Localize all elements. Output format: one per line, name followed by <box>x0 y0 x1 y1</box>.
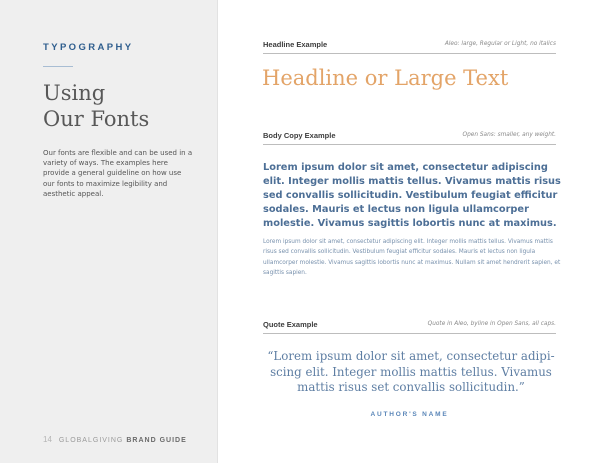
intro-text: Our fonts are flexible and can be used in a variety of ways. The examples here provide a general guideline on how use our fonts to maximize legibility and aesthetic appeal. <box>43 149 193 198</box>
divider <box>43 66 73 67</box>
quote-example-title: Quote Example <box>263 320 318 329</box>
headline-example-title: Headline Example <box>263 40 328 49</box>
quote-example-note: Quote in Aleo, byline in Open Sans, all caps. <box>427 321 556 327</box>
section-label: TYPOGRAPHY <box>43 42 134 53</box>
body-copy-example-title: Body Copy Example <box>263 131 336 140</box>
quote-sample: “Lorem ipsum dolor sit amet, consectetur adipi-scing elit. Integer mollis mattis tellus. Vivamus mattis risus set convallis sollicitudin.” <box>267 349 555 394</box>
page-title-line-2: Our Fonts <box>43 107 150 131</box>
quote-example-header <box>263 320 556 334</box>
body-copy-small-sample: Lorem ipsum dolor sit amet, consectetur adipiscing elit. Integer mollis mattis tellus. Vivamus mattis risus sed convallis sollicitudin. Vestibulum feugiat efficitur sodales. Mauris et lectus non ligula ullamcorper molestie. Vivamus sagittis lobortis nunc at maximus. Nullam sit amet hendrerit sapien, et sagittis sapien. <box>263 239 561 277</box>
headline-sample: Headline or Large Text <box>262 66 509 90</box>
body-copy-large-sample: Lorem ipsum dolor sit amet, consectetur adipiscing elit. Integer mollis mattis tellus. Vivamus mattis risus sed convallis sollicitudin. Vestibulum feugiat efficitur sodales. Mauris et lectus non ligula ullamcorper molestie. Vivamus sagittis lobortis nunc at maximus. <box>263 162 561 229</box>
page-footer <box>43 435 187 444</box>
quote-author: AUTHOR'S NAME <box>370 411 449 418</box>
page-number: 14 <box>43 435 52 444</box>
headline-example-header <box>263 40 556 54</box>
footer-guide: BRAND GUIDE <box>126 437 187 444</box>
footer-brand: GLOBALGIVING <box>58 437 124 444</box>
body-copy-example-header <box>263 131 556 145</box>
sidebar <box>0 0 218 463</box>
headline-example-note: Aleo: large, Regular or Light, no italics <box>444 41 556 47</box>
page-title-line-1: Using <box>43 81 106 105</box>
page-title <box>43 80 213 132</box>
body-copy-example-note: Open Sans: smaller, any weight. <box>462 132 556 138</box>
